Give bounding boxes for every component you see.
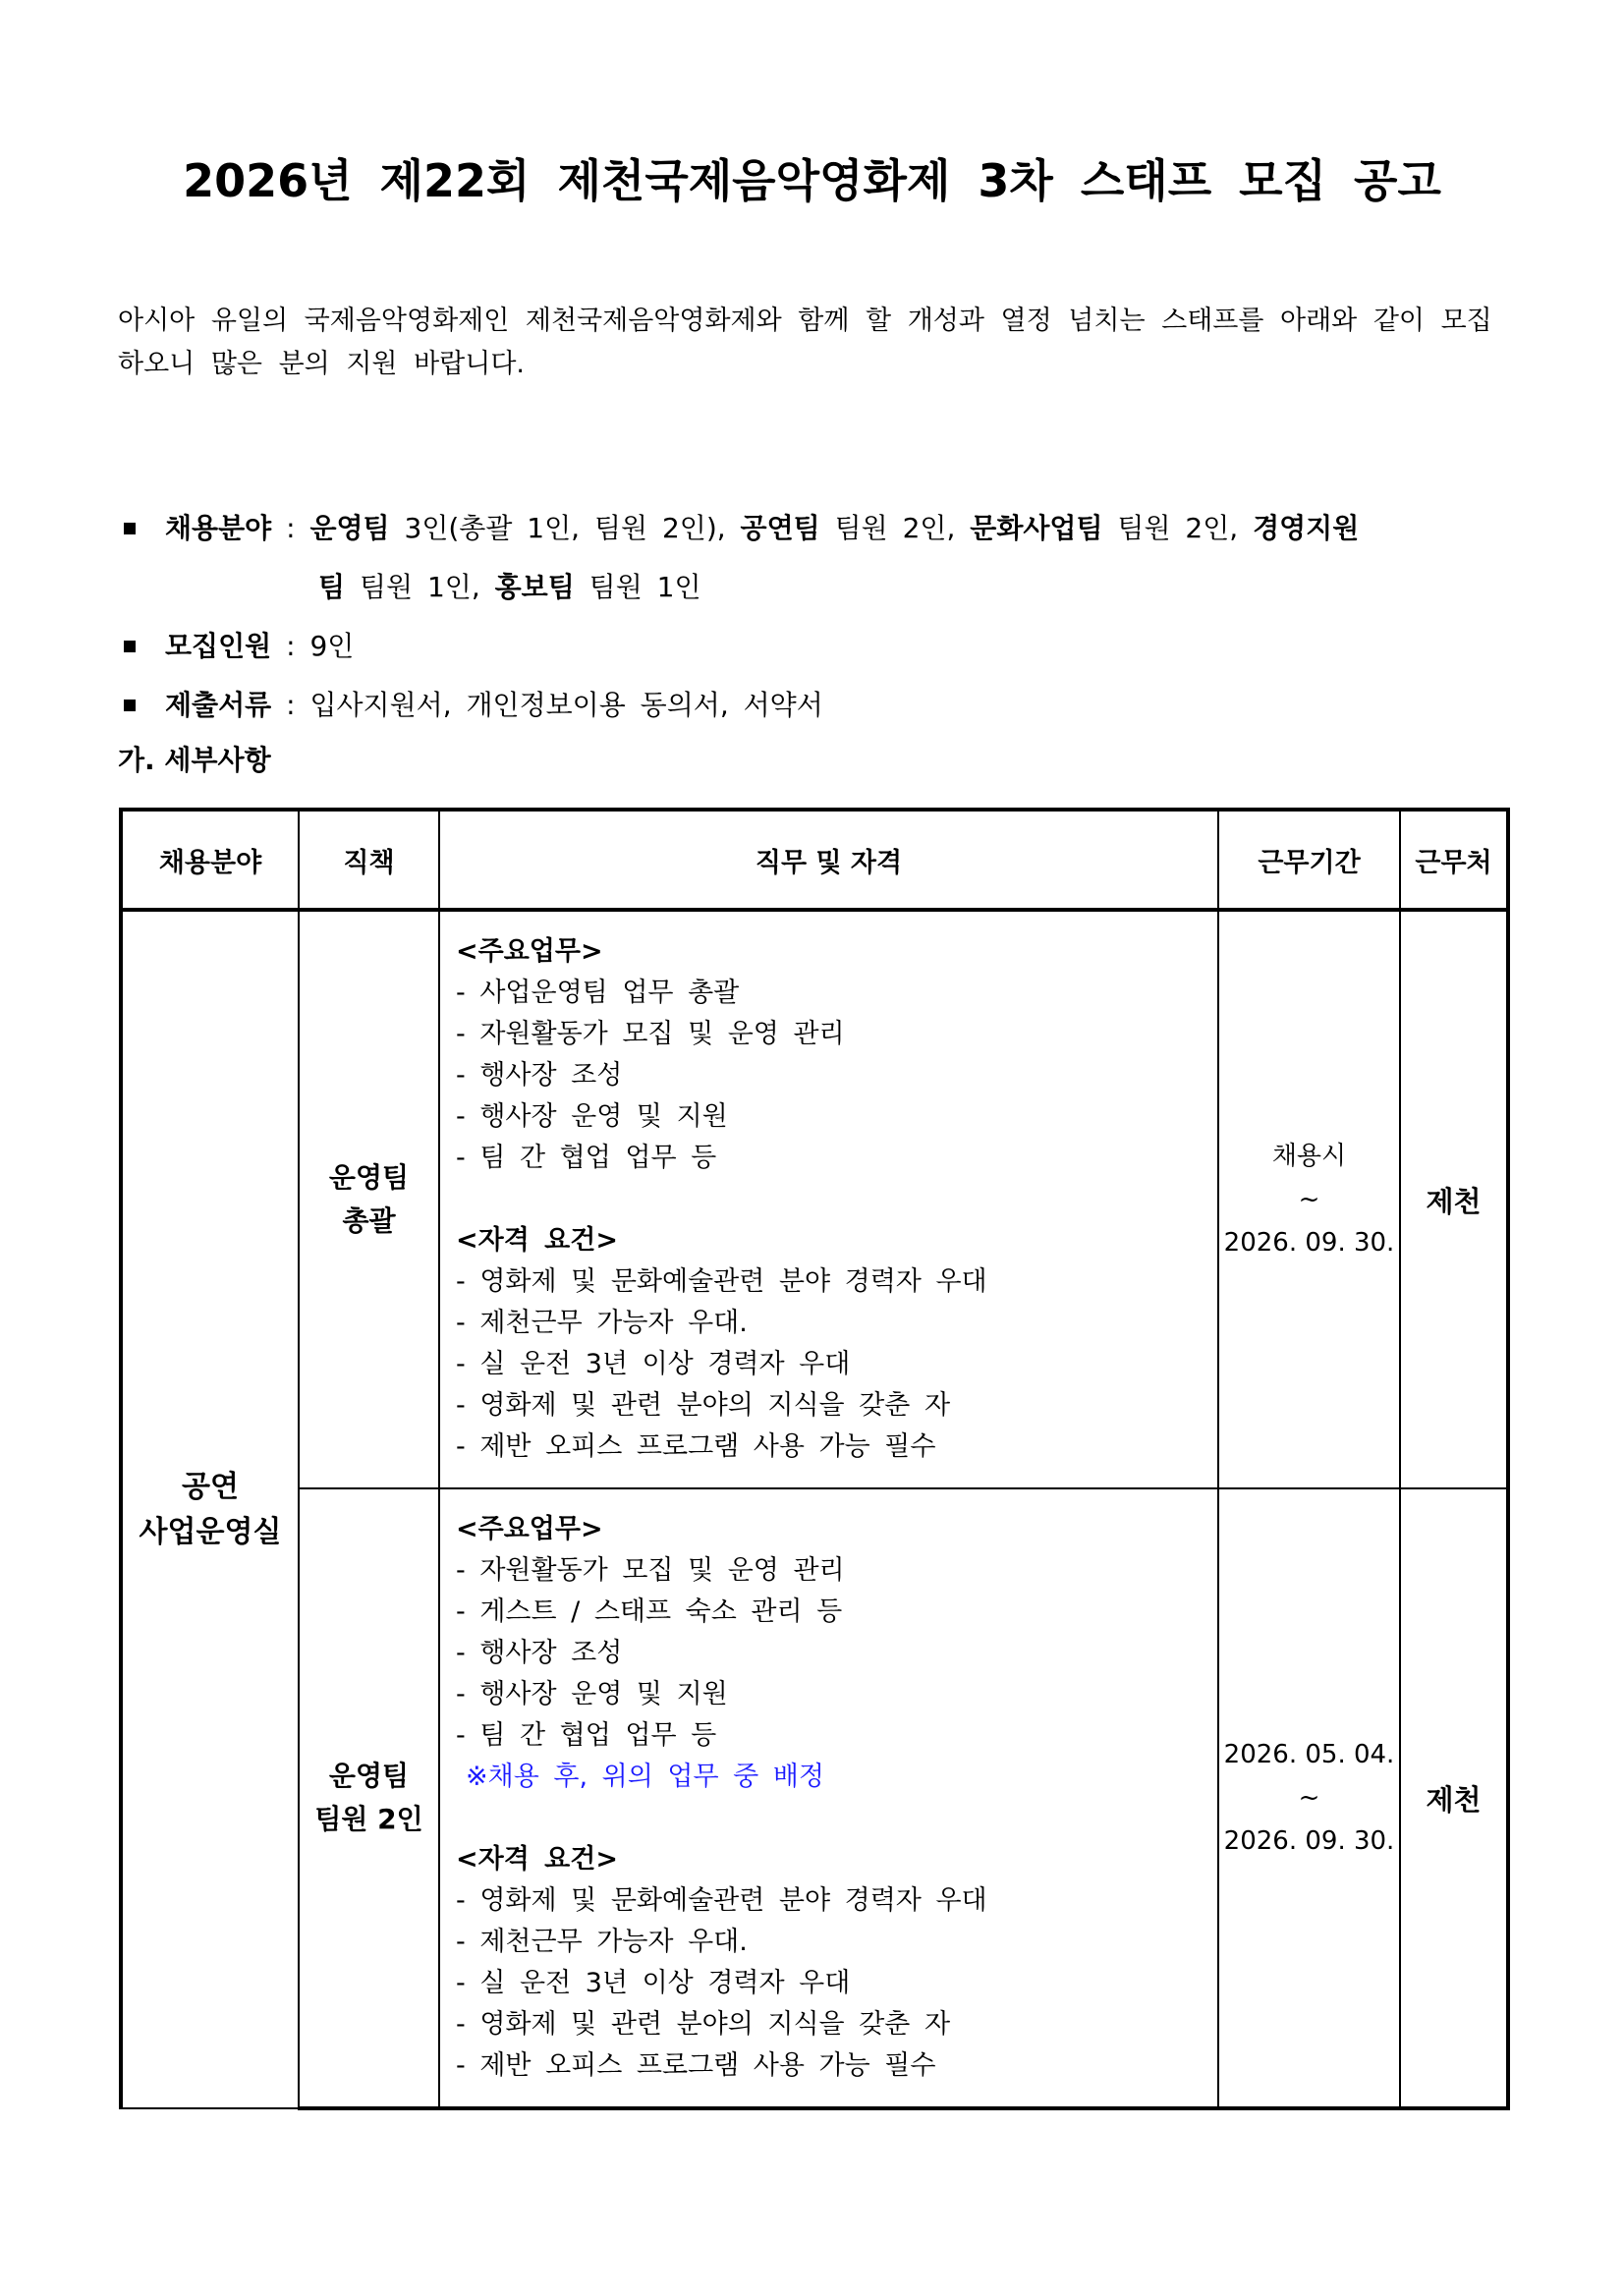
role-line: 총괄	[342, 1204, 396, 1237]
category-line: 공연	[182, 1469, 239, 1504]
page-title: 2026년 제22회 제천국제음악영화제 3차 스태프 모집 공고	[183, 154, 1441, 207]
team-name: 팀	[318, 571, 346, 603]
qualification-item: - 실 운전 3년 이상 경력자 우대	[456, 1968, 851, 1998]
header-cell: 근무기간	[1218, 810, 1400, 910]
bullet-recruit-field	[118, 499, 1503, 617]
qualification-item: - 영화제 및 문화예술관련 분야 경력자 우대	[456, 1885, 987, 1916]
team-name: 경영지원	[1253, 512, 1360, 544]
role-line: 운영팀	[328, 1161, 410, 1194]
bullet-label: 모집인원	[165, 630, 272, 662]
qualification-item: - 영화제 및 관련 분야의 지식을 갖춘 자	[456, 2009, 951, 2040]
duties-heading: <주요업무>	[456, 1514, 603, 1544]
team-count: 팀원 1인,	[345, 571, 495, 603]
header-cell: 채용분야	[121, 810, 299, 910]
duty-item: - 행사장 운영 및 지원	[456, 1101, 728, 1132]
team-count: 팀원 2인,	[819, 512, 971, 544]
qualification-item: - 영화제 및 문화예술관련 분야 경력자 우대	[456, 1266, 987, 1297]
period-separator: ~	[1298, 1185, 1320, 1214]
header-cell: 근무처	[1400, 810, 1508, 910]
bullet-documents	[118, 676, 1503, 735]
qualification-heading: <자격 요건>	[456, 1844, 618, 1875]
bullet-label: 채용분야	[165, 512, 272, 544]
bullet-label: 제출서류	[165, 689, 272, 721]
duty-item: - 자원활동가 모집 및 운영 관리	[456, 1019, 845, 1049]
duty-item: - 팀 간 협업 업무 등	[456, 1143, 717, 1173]
bullet-separator: :	[286, 512, 296, 544]
duty-item: - 팀 간 협업 업무 등	[456, 1720, 717, 1751]
table-row	[121, 1488, 1508, 2108]
qualification-item: - 제반 오피스 프로그램 사용 가능 필수	[456, 2050, 936, 2081]
period-cell	[1218, 910, 1400, 1488]
duty-item: - 사업운영팀 업무 총괄	[456, 978, 740, 1008]
period-start: 채용시	[1271, 1142, 1347, 1171]
summary-bullets	[118, 499, 1503, 735]
period-separator: ~	[1298, 1783, 1320, 1813]
team-name: 운영팀	[309, 512, 390, 544]
table-header-row	[121, 810, 1508, 910]
qualification-item: - 제천근무 가능자 우대.	[456, 1927, 748, 1957]
bullet-value: 입사지원서, 개인정보이용 동의서, 서약서	[309, 689, 823, 721]
spacer	[456, 1798, 1204, 1839]
bullet-value: 9인	[309, 630, 355, 662]
team-name: 공연팀	[740, 512, 820, 544]
square-bullet-icon	[124, 641, 136, 652]
duty-item: - 행사장 운영 및 지원	[456, 1679, 728, 1709]
qualification-item: - 영화제 및 관련 분야의 지식을 갖춘 자	[456, 1390, 951, 1421]
bullet-separator: :	[286, 630, 296, 662]
place-cell: 제천	[1400, 1488, 1508, 2108]
team-count: 팀원 2인,	[1102, 512, 1254, 544]
duty-item: - 행사장 조성	[456, 1060, 623, 1091]
period-start: 2026. 05. 04.	[1223, 1740, 1395, 1769]
duties-cell	[439, 910, 1218, 1488]
duty-item: - 자원활동가 모집 및 운영 관리	[456, 1555, 845, 1586]
bullet-separator: :	[286, 689, 296, 721]
role-cell	[299, 910, 439, 1488]
duties-heading: <주요업무>	[456, 936, 603, 967]
period-cell	[1218, 1488, 1400, 2108]
qualification-item: - 제천근무 가능자 우대.	[456, 1308, 748, 1338]
period-end: 2026. 09. 30.	[1223, 1826, 1395, 1856]
qualification-item: - 제반 오피스 프로그램 사용 가능 필수	[456, 1431, 936, 1462]
table-row	[121, 910, 1508, 1488]
team-count: 팀원 1인	[574, 571, 701, 603]
square-bullet-icon	[124, 700, 136, 711]
category-line: 사업운영실	[139, 1514, 282, 1549]
section-title: 가. 세부사항	[118, 744, 271, 776]
qualification-heading: <자격 요건>	[456, 1225, 618, 1256]
duty-item: - 행사장 조성	[456, 1638, 623, 1668]
duties-cell	[439, 1488, 1218, 2108]
assignment-note: ※채용 후, 위의 업무 중 배정	[466, 1762, 824, 1792]
team-count: 3인(총괄 1인, 팀원 2인),	[389, 512, 741, 544]
qualification-item: - 실 운전 3년 이상 경력자 우대	[456, 1349, 851, 1379]
team-name: 홍보팀	[494, 571, 575, 603]
header-cell: 직무 및 자격	[439, 810, 1218, 910]
intro-paragraph: 아시아 유일의 국제음악영화제인 제천국제음악영화제와 함께 할 개성과 열정 넘치는 스태프를 아래와 같이 모집하오니 많은 분의 지원 바랍니다.	[118, 306, 1492, 379]
role-cell	[299, 1488, 439, 2108]
header-cell: 직책	[299, 810, 439, 910]
bullet-continuation	[165, 558, 1503, 617]
role-line: 운영팀	[328, 1760, 410, 1792]
bullet-headcount	[118, 617, 1503, 676]
place-cell: 제천	[1400, 910, 1508, 1488]
period-end: 2026. 09. 30.	[1223, 1228, 1395, 1258]
duty-item: - 게스트 / 스태프 숙소 관리 등	[456, 1596, 843, 1627]
category-cell	[121, 910, 299, 2108]
role-line: 팀원 2인	[314, 1803, 423, 1835]
detail-table	[119, 808, 1510, 2110]
spacer	[456, 1179, 1204, 1220]
team-name: 문화사업팀	[970, 512, 1103, 544]
square-bullet-icon	[124, 523, 136, 534]
